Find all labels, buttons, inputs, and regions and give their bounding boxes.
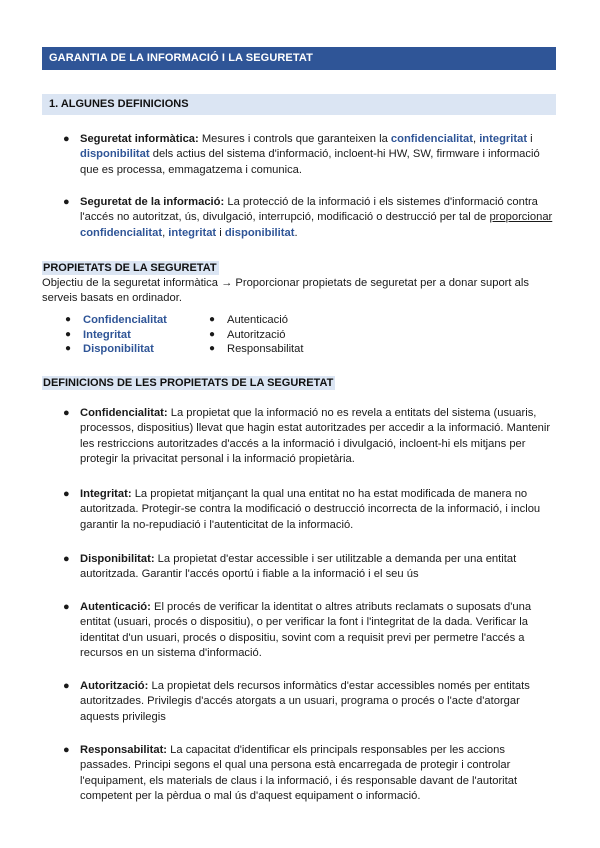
- properties-heading: PROPIETATS DE LA SEGURETAT: [43, 262, 217, 274]
- definition-seguretat-informacio: Seguretat de la informació: La protecció de la informació i els sistemes d'informació contra l'accés no autoritzat, ús, divulgació, interrupció, modificació o destrucció per tal de proporcionar confidencialitat, integritat i disponibilitat.: [80, 196, 553, 239]
- list-item: ● Autenticació: [209, 314, 288, 326]
- document-title: GARANTIA DE LA INFORMACIÓ I LA SEGURETAT: [42, 47, 556, 70]
- definition-autenticacio: Autenticació: El procés de verificar la identitat o altres atributs reclamats o suposats d'una entitat (usuari, procés o dispositiu), o per verificar la font i l'integritat de la dada. Verificar la identitat d'un usuari, procés o dispositiu, sovint com a requisit previ per permetre l'accés a recursos en un sistema d'informació.: [80, 601, 532, 660]
- bullet: ●: [63, 407, 70, 419]
- definition-confidencialitat: Confidencialitat: La propietat que la informació no es revela a entitats del sistema (usuaris, processos, dispositius) llevat que hagin estat autoritzades per accedir a la informació. Mantenir les restriccions autoritzades d'accés a la informació i divulgació, incloent-hi els mitjans per protegir la privacitat personal i la informació propietària.: [80, 407, 551, 466]
- list-item: ● Responsabilitat: [209, 343, 304, 355]
- bullet: ●: [63, 744, 70, 756]
- definitions-heading: DEFINICIONS DE LES PROPIETATS DE LA SEGURETAT: [43, 377, 334, 389]
- definition-autoritzacio: Autorització: La propietat dels recursos informàtics d'estar accessibles només per entitats autoritzades. Privilegis d'accés atorgats a un usuari, programa o procés o l'acte d'atorgar aquests privilegis: [80, 680, 530, 723]
- list-item: ● Integritat: [65, 328, 131, 341]
- list-item: ● Autorització: [209, 328, 286, 341]
- bullet: ●: [63, 601, 70, 613]
- bullet: ●: [63, 196, 70, 208]
- definition-responsabilitat: Responsabilitat: La capacitat d'identificar els principals responsables per les accions passades. Principi segons el qual una persona està encarregada de protegir i controlar l'equipament, els materials de claus i la informació, i és responsable davant de l'autoritat competent per la pèrdua o mal ús d'aquest equipament o informació.: [80, 744, 518, 803]
- properties-list-secondary: [207, 313, 304, 357]
- properties-intro: Objectiu de la seguretat informàtica → Proporcionar propietats de seguretat per a donar suport als serveis basats en ordinador.: [42, 277, 529, 304]
- bullet: ●: [63, 553, 70, 565]
- definition-seguretat-informatica: Seguretat informàtica: Mesures i controls que garanteixen la confidencialitat, integritat i disponibilitat dels actius del sistema d'informació, incloent-hi HW, SW, firmware i informació que es processa, emmagatzema i comunica.: [80, 133, 540, 176]
- section-heading-definitions: 1. ALGUNES DEFINICIONS: [42, 94, 556, 115]
- definition-disponibilitat: Disponibilitat: La propietat d'estar accessible i ser utilitzable a demanda per una entitat autoritzada. Garantir l'accés oportú i fiable a la informació i el seu ús: [80, 553, 517, 581]
- bullet: ●: [63, 133, 70, 145]
- list-item: ● Disponibilitat: [65, 343, 154, 355]
- properties-list-primary: [63, 313, 167, 357]
- bullet: ●: [63, 680, 70, 692]
- list-item: ● Confidencialitat: [65, 314, 167, 326]
- bullet: ●: [63, 488, 70, 500]
- definition-integritat: Integritat: La propietat mitjançant la qual una entitat no ha estat modificada de manera no autoritzada. Protegir-se contra la modificació o destrucció incorrecta de la informació, i inclou garantir la no-repudiació i l'autenticitat de la informació.: [80, 488, 541, 531]
